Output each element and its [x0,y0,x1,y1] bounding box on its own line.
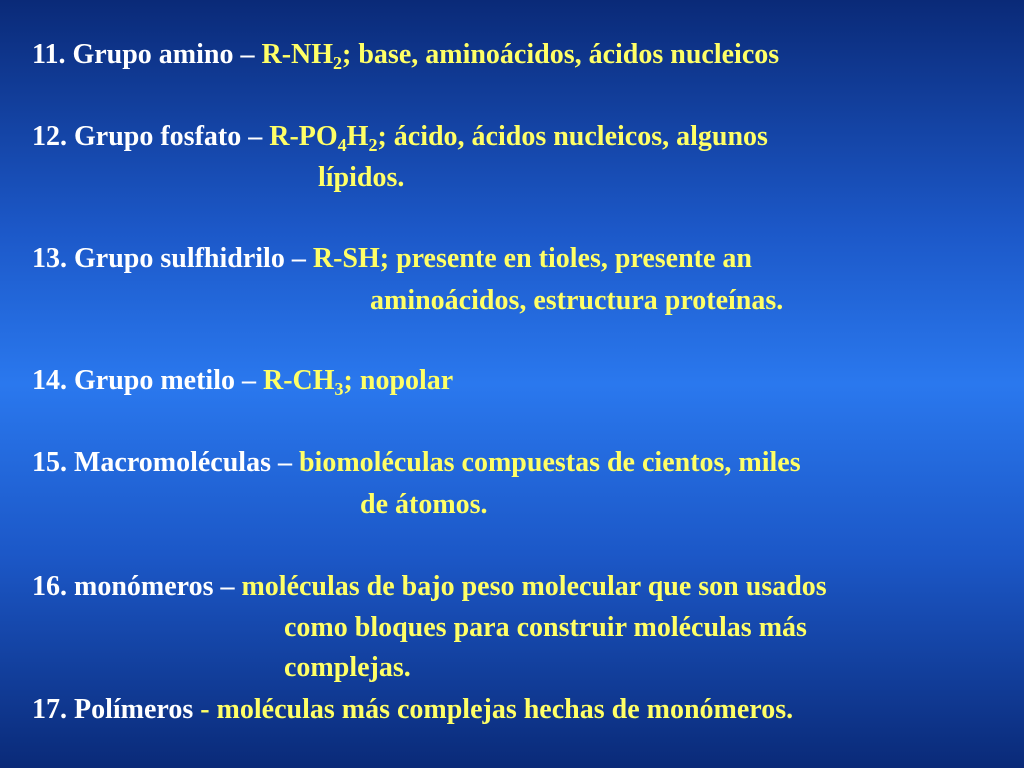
item-16-term: 16. monómeros – [32,571,235,602]
item-17-line-1 [32,693,793,727]
item-11-term: 11. Grupo amino – [32,39,255,70]
item-13-term: 13. Grupo sulfhidrilo – [32,243,306,274]
item-11-desc: $R-NH_2$; base, aminoácidos, ácidos nucleicos [261,39,780,73]
item-12-line-2: lípidos. [318,162,405,193]
item-11-line-1 [32,38,779,72]
item-15-term: 15. Macromoléculas – [32,447,292,478]
item-15-desc: biomoléculas compuestas de cientos, miles [298,447,801,478]
item-14-line-1 [32,364,453,398]
item-16-line-2: como bloques para construir moléculas más [284,612,807,643]
item-13-line-2: aminoácidos, estructura proteínas. [370,285,784,316]
item-15-line-1 [32,446,801,480]
item-13-desc: R-SH; presente en tioles, presente an [312,243,752,274]
item-17-desc: - moléculas más complejas hechas de monómeros. [200,694,794,725]
item-14-desc: $R-CH_3$; nopolar [263,365,454,399]
item-15-line-2: de átomos. [360,489,488,520]
item-17-term: 17. Polímeros [32,694,194,725]
item-12-desc: $R-PO_4H_2$; ácido, ácidos nucleicos, algunos [269,121,768,155]
item-16-line-1 [32,570,827,604]
item-12-line-1 [32,120,768,154]
item-14-term: 14. Grupo metilo – [32,365,256,396]
item-16-line-3: complejas. [284,652,411,683]
item-16-desc: moléculas de bajo peso molecular que son usados [241,571,827,602]
item-12-term: 12. Grupo fosfato – [32,121,263,152]
item-13-line-1 [32,242,752,276]
